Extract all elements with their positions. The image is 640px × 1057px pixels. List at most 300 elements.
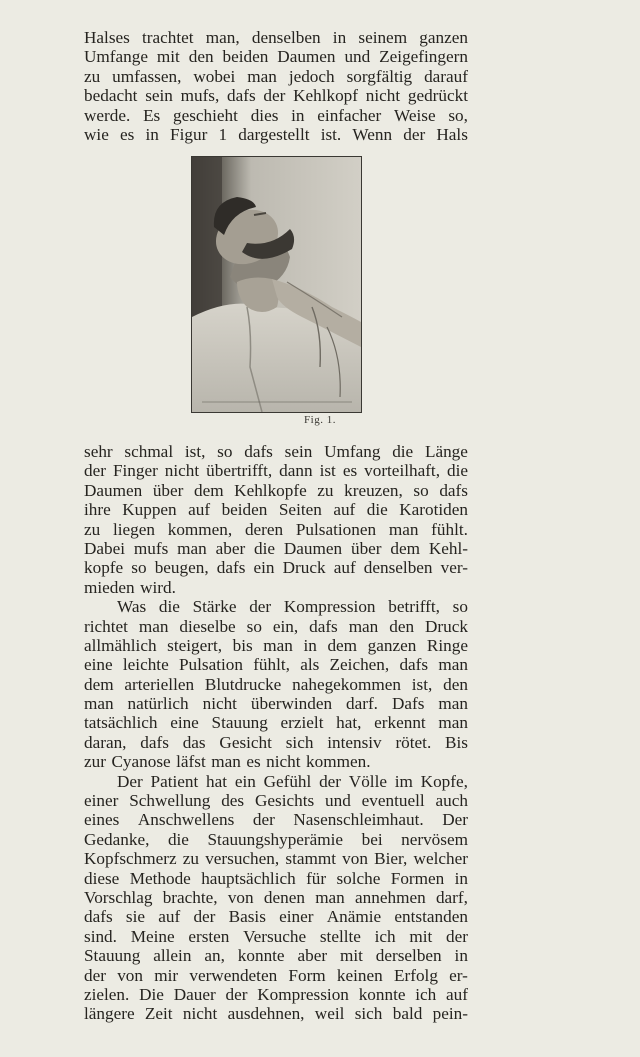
word: Daumen — [84, 480, 143, 500]
figure-caption: Fig. 1. — [304, 414, 336, 426]
word: eventuell — [361, 791, 425, 811]
word: auf — [188, 500, 211, 520]
word: Hals — [436, 124, 468, 144]
word: Wenn — [352, 124, 393, 144]
word: sorgfältig — [346, 66, 413, 86]
word: Finger — [112, 461, 158, 481]
text-line — [84, 481, 468, 500]
word: erzielt — [280, 713, 324, 733]
word: den — [443, 674, 468, 694]
word: dafs — [84, 907, 113, 927]
word: Stauung — [211, 713, 268, 733]
text-line — [84, 461, 468, 480]
word: wie — [84, 124, 109, 144]
text-line — [84, 810, 468, 829]
word: sie — [125, 907, 145, 927]
word: zur — [84, 752, 106, 772]
word: und — [344, 47, 371, 67]
word: an, — [204, 946, 225, 966]
word: läfst — [176, 752, 206, 772]
word: natürlich — [127, 694, 189, 714]
word: Karotiden — [399, 500, 468, 520]
word: man — [388, 519, 419, 539]
word: man, — [205, 28, 240, 47]
word: bei — [361, 829, 383, 849]
text-line — [84, 558, 468, 577]
word: Bis — [445, 732, 468, 752]
word: auf — [333, 500, 356, 520]
word: ist, — [184, 442, 206, 461]
word: Kompression — [257, 984, 349, 1004]
word: es — [120, 124, 135, 144]
word: Bier, — [374, 849, 408, 869]
word: man — [84, 694, 114, 714]
word: rötet. — [395, 732, 432, 752]
word: Form — [288, 965, 326, 985]
word: in — [454, 868, 468, 888]
word: Vorschlag — [84, 887, 153, 907]
text-line — [84, 106, 468, 125]
word: Gesichts — [254, 791, 315, 811]
word: man — [177, 538, 207, 558]
text-line — [84, 539, 468, 558]
word: leichte — [122, 655, 169, 675]
word: Anschwellens — [137, 810, 235, 830]
word: Ringe — [426, 635, 468, 655]
word: darf. — [346, 694, 378, 714]
word: im — [394, 771, 413, 791]
word: so — [246, 616, 262, 636]
word: Kehlkopfe — [234, 480, 307, 500]
word: von — [342, 849, 368, 869]
word: Daumen — [277, 47, 336, 67]
word: dem — [390, 538, 420, 558]
word: ich — [415, 984, 437, 1004]
word: Versuche — [243, 926, 307, 946]
word: Pulsationen — [295, 519, 377, 539]
text-line — [84, 733, 468, 752]
word: arteriellen — [124, 674, 195, 694]
word: brachte, — [162, 887, 218, 907]
word: konnte — [237, 946, 285, 966]
word: Kehlkopf — [293, 86, 358, 106]
word: sich — [285, 732, 314, 752]
word: man — [438, 713, 468, 733]
word: dem — [193, 480, 224, 500]
word: Kuppen — [122, 500, 177, 520]
word: ist, — [411, 674, 433, 694]
word: nicht — [365, 86, 401, 106]
word: nicht — [202, 694, 237, 714]
text-line — [84, 830, 468, 849]
word: der — [403, 124, 426, 144]
word: diese — [84, 868, 120, 888]
word: mieden — [84, 577, 135, 597]
word: Patient — [150, 771, 199, 791]
word: ausdehnen, — [227, 1004, 305, 1024]
word: gedrückt — [407, 86, 468, 106]
word: einfacher — [317, 105, 382, 125]
word: aber — [297, 946, 328, 966]
word: wobei — [193, 66, 236, 86]
word: denselben — [251, 28, 321, 47]
word: Dauer — [173, 984, 216, 1004]
text-line — [84, 907, 468, 926]
word: sind. — [84, 926, 117, 946]
word: Druck — [282, 558, 326, 578]
word: in — [332, 28, 347, 47]
word: hauptsächlich — [201, 868, 296, 888]
word: ihre — [84, 500, 111, 520]
word: Erfolg — [394, 965, 438, 985]
word: Gedanke, — [84, 829, 150, 849]
word: keinen — [336, 965, 383, 985]
word: des — [221, 791, 245, 811]
word: dafs — [309, 616, 338, 636]
text-line — [84, 927, 468, 946]
word: mit — [339, 946, 363, 966]
word: für — [306, 868, 327, 888]
word: betrifft, — [388, 597, 440, 617]
word: der — [263, 86, 286, 106]
paragraph-body — [84, 442, 468, 1024]
word: ersten — [188, 926, 230, 946]
word: die — [392, 442, 414, 461]
word: geschieht — [173, 105, 238, 125]
text-line — [84, 47, 468, 66]
text-line — [84, 617, 468, 636]
word: es — [246, 752, 261, 772]
word: bedacht — [84, 86, 138, 106]
word: ein — [234, 771, 256, 791]
word: man — [315, 887, 345, 907]
word: in — [145, 124, 159, 144]
word: beiden — [222, 47, 269, 67]
word: Völle — [348, 771, 387, 791]
word: zielen. — [84, 984, 130, 1004]
text-line — [84, 1004, 468, 1023]
word: Methode — [129, 868, 191, 888]
word: pein- — [432, 1004, 468, 1024]
word: dann — [279, 461, 313, 481]
word: mit — [409, 926, 433, 946]
word: Kompression — [283, 597, 376, 617]
word: sehr — [84, 442, 113, 461]
word: Der — [117, 771, 143, 791]
word: dafs — [216, 558, 246, 578]
word: über — [350, 538, 382, 558]
word: der — [84, 461, 106, 481]
word: Kopfschmerz — [84, 849, 177, 869]
word: Gefühl — [263, 771, 312, 791]
text-line — [84, 791, 468, 810]
text-line — [84, 520, 468, 539]
word: Blutdrucke — [204, 674, 282, 694]
word: Kopfe, — [420, 771, 468, 791]
word: Kehl- — [428, 538, 468, 558]
word: nicht — [266, 752, 301, 772]
word: so — [452, 597, 468, 617]
word: man — [438, 655, 468, 675]
word: die — [158, 597, 180, 617]
word: man — [348, 616, 379, 636]
word: man — [263, 635, 293, 655]
word: ist. — [320, 124, 342, 144]
word: schmal — [124, 442, 174, 461]
word: man — [438, 694, 468, 714]
word: Anämie — [326, 907, 382, 927]
word: wird. — [140, 577, 176, 597]
word: stellte — [319, 926, 361, 946]
word: vorteilhaft, — [364, 461, 441, 481]
word: dafs — [227, 86, 256, 106]
word: zu — [84, 519, 101, 539]
text-line — [84, 67, 468, 86]
word: konnte — [358, 984, 406, 1004]
word: er- — [449, 965, 468, 985]
text-line — [84, 772, 468, 791]
word: fühlt. — [431, 519, 468, 539]
word: darauf — [424, 66, 468, 86]
text-line — [84, 578, 468, 597]
word: tatsächlich — [84, 713, 158, 733]
text-line — [84, 442, 468, 461]
word: fühlt, — [253, 655, 290, 675]
word: Zeit — [144, 1004, 173, 1024]
text-line — [84, 752, 468, 771]
word: verwendeten — [189, 965, 278, 985]
word: versuchen, — [205, 849, 280, 869]
word: dafs — [439, 480, 468, 500]
word: beiden — [221, 500, 268, 520]
word: den — [389, 616, 415, 636]
word: übertrifft, — [206, 461, 273, 481]
word: liegen — [112, 519, 155, 539]
word: Druck — [424, 616, 468, 636]
photo-neck-compression — [192, 157, 361, 412]
word: dies — [250, 105, 279, 125]
text-line — [84, 597, 468, 616]
text-line — [84, 636, 468, 655]
word: man — [211, 752, 241, 772]
word: ist — [319, 461, 336, 481]
word: denselben — [363, 558, 433, 578]
text-line — [84, 28, 468, 47]
word: Cyanose — [111, 752, 171, 772]
word: dem — [327, 635, 358, 655]
word: einer — [84, 791, 119, 811]
paragraph-top — [84, 28, 468, 144]
word: auf — [446, 984, 468, 1004]
text-line — [84, 655, 468, 674]
word: Stauung — [84, 946, 141, 966]
word: mir — [154, 965, 179, 985]
word: 1 — [218, 124, 228, 144]
word: stammt — [285, 849, 336, 869]
word: man — [138, 616, 169, 636]
word: Weise — [394, 105, 436, 125]
word: man — [247, 66, 277, 86]
word: sich — [354, 1004, 383, 1024]
word: die — [447, 461, 468, 481]
word: die — [366, 500, 388, 520]
word: der — [249, 597, 272, 617]
word: Basis — [228, 907, 266, 927]
word: darf, — [435, 887, 468, 907]
word: Länge — [424, 442, 468, 461]
word: kreuzen, — [344, 480, 403, 500]
word: von — [227, 887, 254, 907]
word: denen — [263, 887, 305, 907]
word: Nasenschleimhaut. — [293, 810, 424, 830]
word: Umfang — [324, 442, 381, 461]
word: trachtet — [142, 28, 194, 47]
word: ganzen — [419, 28, 468, 47]
word: ich — [374, 926, 396, 946]
word: so — [131, 558, 147, 578]
text-line — [84, 675, 468, 694]
word: Zeichen, — [329, 655, 390, 675]
word: erkennt — [374, 713, 426, 733]
word: hat, — [336, 713, 362, 733]
word: nervösem — [401, 829, 468, 849]
text-line — [84, 713, 468, 732]
word: Dafs — [391, 694, 425, 714]
word: welcher — [413, 849, 468, 869]
word: von — [117, 965, 143, 985]
word: hat — [206, 771, 228, 791]
word: auf — [333, 558, 356, 578]
word: und — [325, 791, 351, 811]
word: Was — [117, 597, 147, 617]
word: der — [252, 810, 275, 830]
word: der — [84, 965, 106, 985]
text-line — [84, 500, 468, 519]
text-line — [84, 966, 468, 985]
word: nicht — [182, 1004, 218, 1024]
word: mufs — [133, 538, 169, 558]
word: eines — [84, 810, 120, 830]
text-line — [84, 888, 468, 907]
word: die — [167, 829, 189, 849]
word: Formen — [390, 868, 445, 888]
word: der — [446, 926, 468, 946]
word: dafs — [399, 655, 429, 675]
word: aber — [215, 538, 246, 558]
word: ein — [253, 558, 275, 578]
word: einer — [279, 907, 314, 927]
word: so, — [448, 105, 468, 125]
word: das — [182, 732, 206, 752]
word: kopfe — [84, 558, 124, 578]
figure-photograph — [191, 156, 362, 413]
word: dem — [84, 674, 114, 694]
word: überwinden — [250, 694, 333, 714]
word: Dabei — [84, 538, 126, 558]
word: die — [254, 538, 276, 558]
word: Es — [143, 105, 161, 125]
word: werde. — [84, 105, 131, 125]
text-line — [84, 849, 468, 868]
word: allmählich — [84, 635, 157, 655]
word: als — [300, 655, 320, 675]
word: zu — [317, 480, 334, 500]
word: zu — [182, 849, 200, 869]
word: dieselbe — [179, 616, 236, 636]
text-line — [84, 946, 468, 965]
word: beugen, — [154, 558, 209, 578]
word: in — [454, 946, 468, 966]
word: ein, — [272, 616, 299, 636]
word: Stärke — [192, 597, 237, 617]
word: zu — [84, 66, 101, 86]
word: Der — [442, 810, 468, 830]
word: den — [188, 47, 214, 67]
word: deren — [244, 519, 284, 539]
word: ganzen — [367, 635, 417, 655]
word: intensiv — [327, 732, 382, 752]
word: nahegekommen — [292, 674, 401, 694]
word: Seiten — [278, 500, 322, 520]
word: eine — [170, 713, 199, 733]
word: mit — [156, 47, 180, 67]
word: so — [413, 480, 429, 500]
word: Schwellung — [129, 791, 211, 811]
word: Halses — [84, 28, 130, 47]
word: nicht — [164, 461, 200, 481]
text-line — [84, 985, 468, 1004]
word: Figur — [170, 124, 208, 144]
word: es — [342, 461, 358, 481]
word: Zeigefingern — [379, 47, 468, 67]
word: Pulsation — [178, 655, 243, 675]
word: allein — [153, 946, 192, 966]
text-line — [84, 869, 468, 888]
word: kommen, — [167, 519, 233, 539]
word: Daumen — [283, 538, 343, 558]
word: weil — [314, 1004, 345, 1024]
word: in — [303, 635, 317, 655]
word: mufs, — [180, 86, 220, 106]
word: daran, — [84, 732, 127, 752]
word: umfassen, — [112, 66, 182, 86]
word: seinem — [358, 28, 408, 47]
word: Meine — [130, 926, 175, 946]
word: richtet — [84, 616, 128, 636]
word: annehmen — [355, 887, 426, 907]
word: Die — [139, 984, 164, 1004]
word: auf — [158, 907, 181, 927]
word: eine — [84, 655, 113, 675]
word: bis — [232, 635, 253, 655]
text-line — [84, 86, 468, 105]
word: so — [217, 442, 233, 461]
word: der — [225, 984, 248, 1004]
word: sein — [145, 86, 173, 106]
word: solche — [336, 868, 381, 888]
word: Gesicht — [219, 732, 272, 752]
word: der — [319, 771, 342, 791]
word: steigert, — [167, 635, 223, 655]
word: längere — [84, 1004, 135, 1024]
word: entstanden — [394, 907, 468, 927]
word: in — [291, 105, 305, 125]
word: derselben — [375, 946, 442, 966]
word: jedoch — [288, 66, 335, 86]
word: kommen. — [306, 752, 371, 772]
text-line — [84, 694, 468, 713]
word: dafs — [244, 442, 273, 461]
